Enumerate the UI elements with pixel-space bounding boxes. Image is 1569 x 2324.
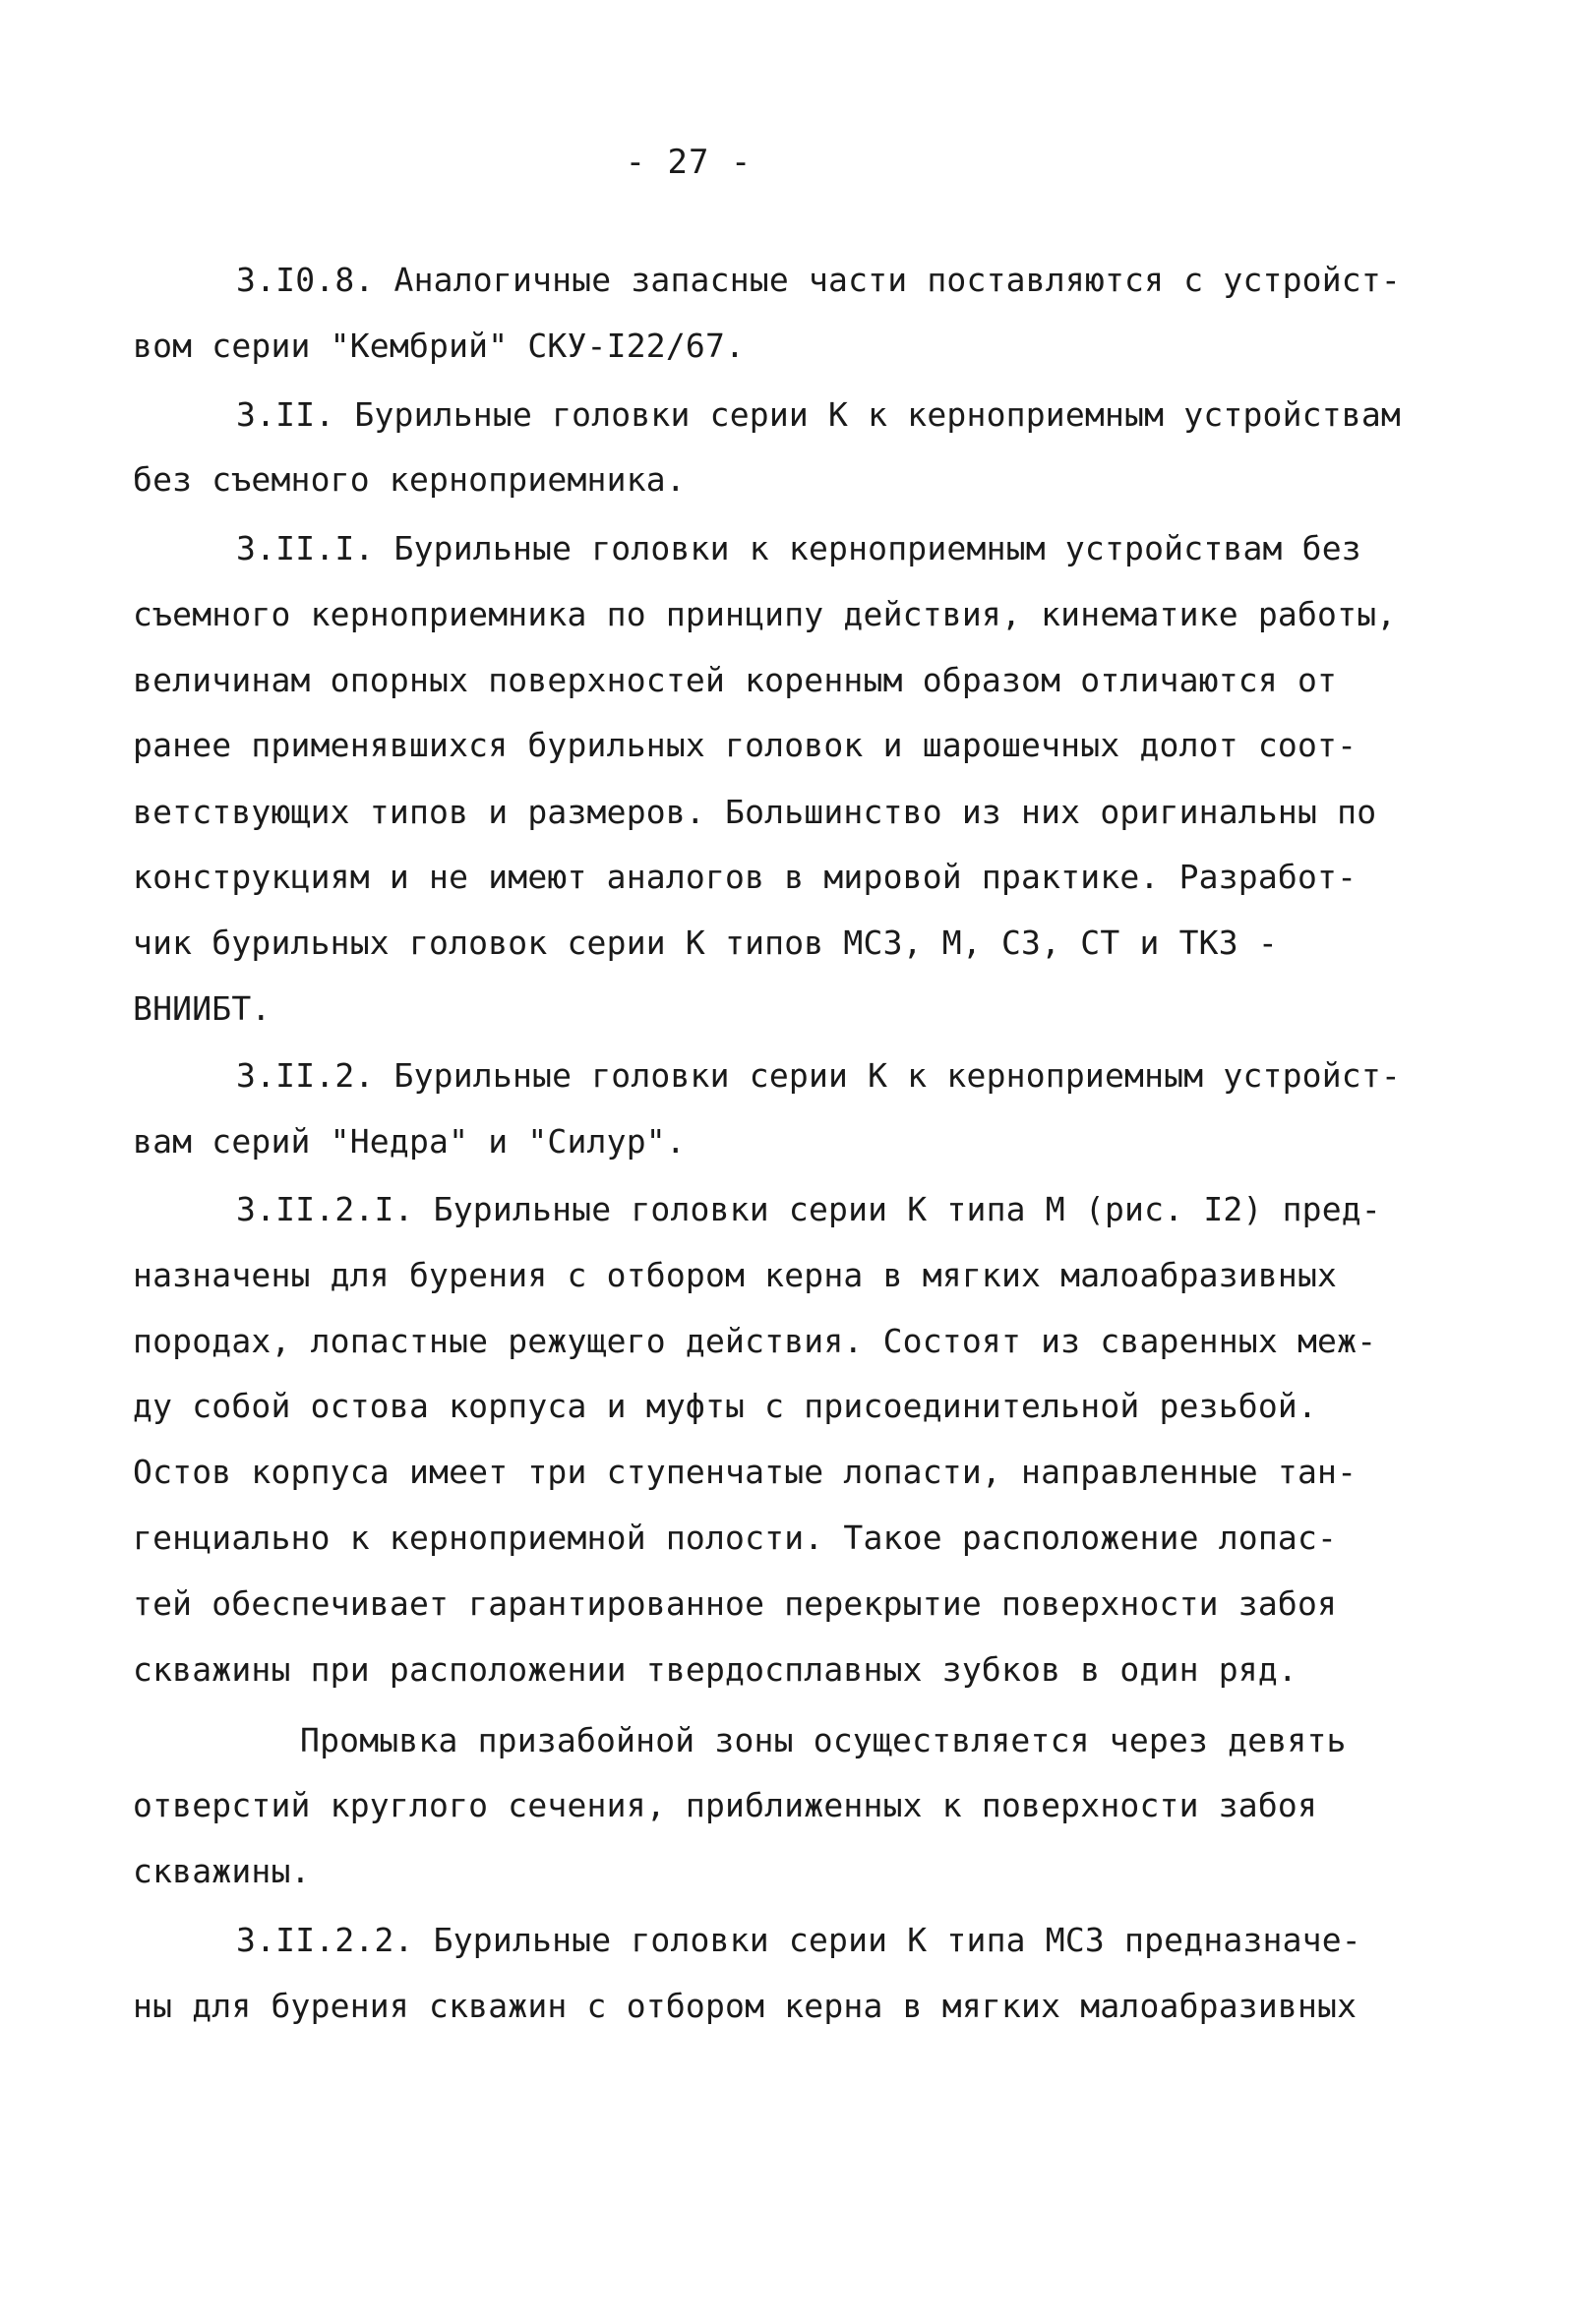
text-line: отверстий круглого сечения, приближенных к поверхности забоя — [133, 1786, 1318, 1824]
text-line: ду собой остова корпуса и муфты с присоединительной резьбой. — [133, 1387, 1318, 1425]
text-line: скважины при расположении твердосплавных зубков в один ряд. — [133, 1650, 1297, 1689]
text-line: тей обеспечивает гарантированное перекрытие поверхности забоя — [133, 1584, 1338, 1623]
text-line: 3.I0.8. Аналогичные запасные части поставляются с устройст- — [236, 261, 1401, 299]
text-line: без съемного керноприемника. — [133, 460, 686, 499]
text-line: Промывка призабойной зоны осуществляется через девять — [300, 1721, 1347, 1759]
text-line: чик бурильных головок серии К типов МСЗ, М, СЗ, СТ и ТКЗ - — [133, 924, 1278, 962]
text-line: съемного керноприемника по принципу действия, кинематике работы, — [133, 595, 1397, 633]
page-number: - 27 - — [625, 143, 753, 182]
text-line: ны для бурения скважин с отбором керна в мягких малоабразивных — [133, 1987, 1358, 2025]
text-line: 3.II. Бурильные головки серии К к керноприемным устройствам — [236, 395, 1401, 434]
text-line: ранее применявшихся бурильных головок и шарошечных долот соот- — [133, 726, 1358, 764]
text-line: вом серии "Кембрий" СКУ-I22/67. — [133, 327, 746, 365]
text-line: величинам опорных поверхностей коренным образом отличаются от — [133, 661, 1338, 699]
text-line: ветствующих типов и размеров. Большинство из них оригинальны по — [133, 793, 1377, 831]
text-line: скважины. — [133, 1852, 311, 1890]
text-line: генциально к керноприемной полости. Такое расположение лопас- — [133, 1519, 1338, 1557]
text-line: 3.II.2.I. Бурильные головки серии К типа М (рис. I2) пред- — [236, 1190, 1381, 1228]
text-line: Остов корпуса имеет три ступенчатые лопасти, направленные тан- — [133, 1453, 1358, 1491]
text-line: 3.II.I. Бурильные головки к керноприемным устройствам без — [236, 529, 1361, 567]
text-line: ВНИИБТ. — [133, 989, 272, 1028]
text-line: вам серий "Недра" и "Силур". — [133, 1122, 686, 1161]
text-line: 3.II.2. Бурильные головки серии К к керноприемным устройст- — [236, 1056, 1401, 1095]
text-line: породах, лопастные режущего действия. Состоят из сваренных меж- — [133, 1322, 1377, 1360]
text-line: назначены для бурения с отбором керна в мягких малоабразивных — [133, 1256, 1338, 1294]
text-line: конструкциям и не имеют аналогов в мировой практике. Разработ- — [133, 858, 1358, 896]
text-line: 3.II.2.2. Бурильные головки серии К типа МСЗ предназначе- — [236, 1921, 1361, 1959]
